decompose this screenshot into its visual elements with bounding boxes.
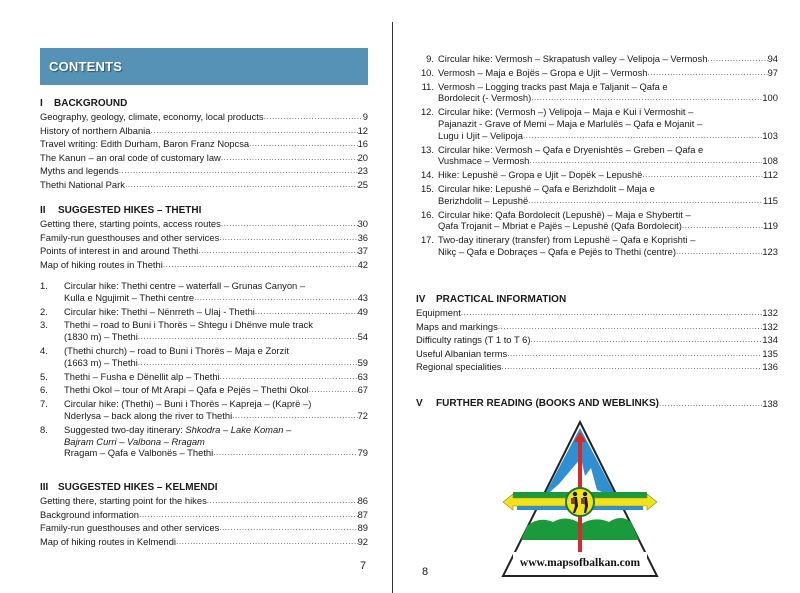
hike-entry[interactable]: 15. Circular hike: Lepushë – Qafa e Berizhdolit – Maja e Berizhdolit – Lepushë ..... 115 <box>416 183 778 207</box>
hike-entry[interactable]: 3. Thethi – road to Buni i Thorës – Shtegu i Dhënve mule track (1830 m) – Thethi ..... 54 <box>40 319 368 343</box>
section-number: I <box>40 98 43 109</box>
section-label: PRACTICAL INFORMATION <box>436 294 567 305</box>
toc-entry[interactable]: Myths and legends ..... 23 <box>40 164 368 178</box>
hike-entry[interactable]: 9. Circular hike: Vermosh – Skrapatush valley – Velipoja – Vermosh ..... 94 <box>416 53 778 65</box>
hike-entry[interactable]: 1. Circular hike: Thethi centre – waterfall – Grunas Canyon – Kulla e Ngujimit – Thethi centre ..... 43 <box>40 280 368 304</box>
hike-entry[interactable]: 11. Vermosh – Logging tracks past Maja e Taljanit – Qafa e Bordolecit (- Vermosh) ..... 100 <box>416 81 778 105</box>
hike-entry[interactable]: 16. Circular hike: Qafa Bordolecit (Lepushë) – Maja e Shybertit – Qafa Trojanit – Mbriat e Pajës – Lepushë (Qafa Bordolecit) ..... 119 <box>416 209 778 233</box>
toc-entry[interactable]: Family-run guesthouses and other services ..... 89 <box>40 521 368 535</box>
left-page <box>40 0 368 593</box>
toc-entry[interactable]: Difficulty ratings (T 1 to T 6) ..... 134 <box>416 333 778 347</box>
toc-entry[interactable]: History of northern Albania ..... 12 <box>40 124 368 138</box>
toc-entry[interactable]: Getting there, starting point for the hikes ..... 86 <box>40 494 368 508</box>
hike-entry[interactable]: 10. Vermosh – Maja e Bojës – Gropa e Ujit – Vermosh ..... 97 <box>416 67 778 79</box>
toc-entry[interactable]: Thethi National Park ..... 25 <box>40 178 368 192</box>
toc-entry[interactable]: Family-run guesthouses and other services ..... 36 <box>40 231 368 245</box>
toc-entry[interactable]: Equipment ..... 132 <box>416 306 778 320</box>
section-title <box>416 293 778 306</box>
page-number-left: 7 <box>360 560 367 572</box>
hike-list-kelmendi <box>416 53 778 258</box>
toc-entry[interactable]: Map of hiking routes in Kelmendi ..... 92 <box>40 535 368 549</box>
logo-hikers-emblem <box>566 488 594 516</box>
section-practical-information <box>416 293 778 374</box>
section-hikes-thethi <box>40 204 368 271</box>
toc-entry[interactable]: Useful Albanian terms ..... 135 <box>416 347 778 361</box>
section-label: SUGGESTED HIKES – THETHI <box>58 205 202 216</box>
hike-entry[interactable]: 7. Circular hike: (Thethi) – Buni i Thorës – Kapreja – (Kaprë –) Nderlysa – back along the river to Thethi ..... 72 <box>40 398 368 422</box>
logo-url-text: www.mapsofbalkan.com <box>519 557 641 569</box>
section-number: II <box>40 205 46 216</box>
page-gutter-divider <box>392 22 393 593</box>
section-label: BACKGROUND <box>54 98 128 109</box>
hike-entry[interactable]: 4. (Thethi church) – road to Buni i Thorës – Maja e Zorzit (1663 m) – Thethi ..... 59 <box>40 345 368 369</box>
hike-list-thethi <box>40 280 368 459</box>
section-title <box>40 481 368 494</box>
section-number: IV <box>416 294 426 305</box>
page-number-right: 8 <box>422 566 429 578</box>
contents-title: CONTENTS <box>49 59 123 74</box>
toc-entry[interactable]: Maps and markings ..... 132 <box>416 320 778 334</box>
contents-header <box>40 48 368 85</box>
section-number: III <box>40 482 49 493</box>
section-label: SUGGESTED HIKES – KELMENDI <box>58 482 218 493</box>
toc-entry[interactable]: Background information ..... 87 <box>40 508 368 522</box>
section-title <box>40 204 368 217</box>
maps-of-balkan-logo <box>499 418 661 580</box>
toc-entry[interactable]: Geography, geology, climate, economy, local products ..... 9 <box>40 110 368 124</box>
section-page: 138 <box>762 398 778 409</box>
section-background <box>40 97 368 192</box>
hike-entry[interactable]: 5. Thethi – Fusha e Dënellit alp – Thethi ..... 63 <box>40 371 368 383</box>
section-label: FURTHER READING (BOOKS AND WEBLINKS) <box>436 398 659 409</box>
section-hikes-kelmendi <box>40 481 368 548</box>
hike-entry[interactable]: 8. Suggested two-day itinerary: Shkodra – Lake Koman – Bajram Curri – Valbona – Rragam Rragam – Qafa e Valbonës – Thethi ..... 79 <box>40 424 368 459</box>
section-title <box>40 97 368 110</box>
toc-entry[interactable]: Map of hiking routes in Thethi ..... 42 <box>40 258 368 272</box>
toc-entry[interactable]: Getting there, starting points, access routes ..... 30 <box>40 217 368 231</box>
hike-entry[interactable]: 13. Circular hike: Vermosh – Qafa e Dryenishtës – Greben – Qafa e Vushmace – Vermosh ..... 108 <box>416 144 778 168</box>
toc-entry[interactable]: Points of interest in and around Thethi ..... 37 <box>40 244 368 258</box>
section-further-reading[interactable] <box>416 397 778 411</box>
toc-entry[interactable]: Regional specialities ..... 136 <box>416 360 778 374</box>
hike-entry[interactable]: 17. Two-day itinerary (transfer) from Lepushë – Qafa e Koprishti – Nikç – Qafa e Dobraçes – Qafa e Pejës to Thethi (centre) ..... 123 <box>416 234 778 258</box>
toc-entry[interactable]: The Kanun – an oral code of customary law ..... 20 <box>40 151 368 165</box>
toc-entry[interactable]: Travel writing: Edith Durham, Baron Franz Nopcsa ..... 16 <box>40 137 368 151</box>
hike-entry[interactable]: 14. Hike: Lepushë – Gropa e Ujit – Dopëk – Lepushë ..... 112 <box>416 169 778 181</box>
hike-entry[interactable]: 6. Thethi Okol – tour of Mt Arapi – Qafa e Pejës – Thethi Okol ..... 67 <box>40 384 368 396</box>
hike-entry[interactable]: 2. Circular hike: Thethi – Nënrreth – Ulaj - Thethi ..... 49 <box>40 306 368 318</box>
hike-entry[interactable]: 12. Circular hike: (Vermosh –) Velipoja – Maja e Kui i Vermoshit – Pajanazit - Grave of Memi – Maja e Marlulës – Qafa e Mojanit – Lugu i Ujit – Velipoja ..... 103 <box>416 106 778 141</box>
section-number: V <box>416 398 423 409</box>
